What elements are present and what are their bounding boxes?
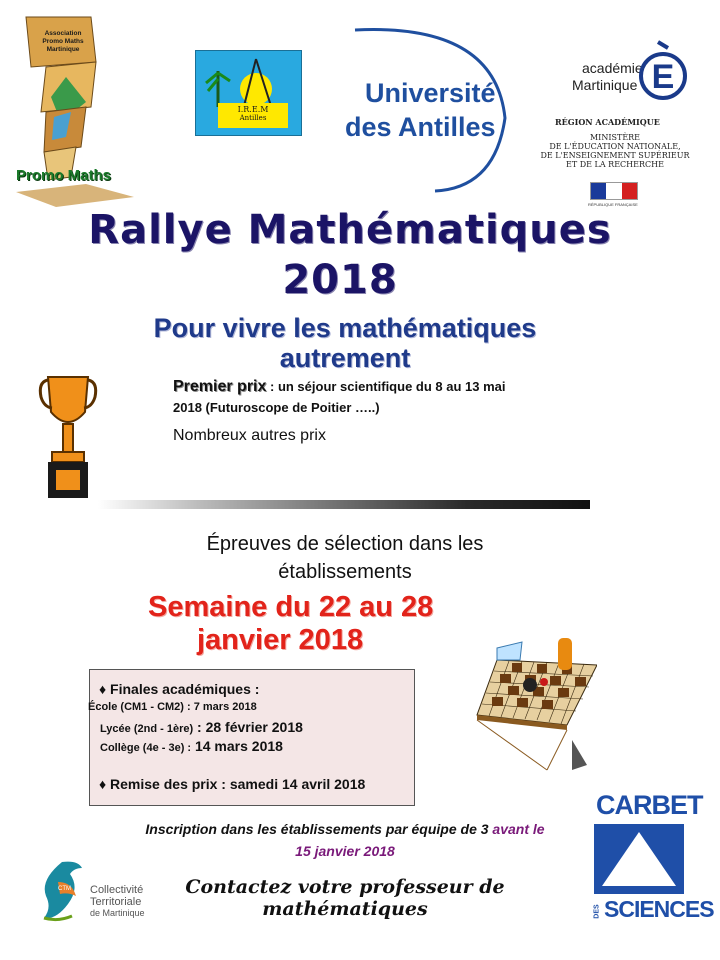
carbet-top: CARBET: [596, 790, 703, 820]
selection-line2: établissements: [278, 561, 412, 583]
collectivite-line2: Territoriale: [90, 896, 142, 908]
first-prize-text2: 2018 (Futuroscope de Poitier …..): [173, 400, 380, 415]
finals-ecole: École (CM1 - CM2) : 7 mars 2018: [88, 701, 257, 713]
title-line2: 2018: [282, 257, 398, 303]
svg-text:E: E: [651, 58, 675, 96]
finals-college: [100, 738, 283, 756]
ministere-line: DE L'ÉDUCATION NATIONALE,: [549, 142, 681, 151]
inscription-line1: [0, 821, 690, 837]
ministere-line: MINISTÈRE: [589, 133, 641, 142]
promo-maths-association: Association Promo Maths Martinique: [42, 30, 84, 53]
selection-line1: Épreuves de sélection dans les: [206, 533, 484, 555]
academie-e-icon: [638, 38, 688, 108]
flag-red: [622, 183, 637, 199]
lycee-label: Lycée (2nd - 1ère): [100, 723, 194, 735]
collectivite-line1: Collectivité: [90, 884, 144, 896]
carbet-sciences-logo: [593, 790, 714, 930]
promo-maths-logo: [16, 12, 138, 207]
lycee-date: : 28 février 2018: [193, 719, 303, 735]
subtitle-line1: Pour vivre les mathématiques: [153, 313, 537, 343]
academie-line1: académie: [582, 60, 643, 76]
contact-line1: Contactez votre professeur de: [185, 876, 505, 898]
academie-line2: Martinique: [572, 77, 638, 93]
contact-line2: mathématiques: [262, 898, 428, 920]
inscription-text: Inscription dans les établissements par équipe de 3: [145, 821, 493, 837]
collectivite-line3: de Martinique: [90, 908, 145, 918]
separator-bar: [98, 500, 590, 509]
ministere-line: ET DE LA RECHERCHE: [566, 160, 664, 169]
prize-block: [173, 378, 593, 445]
ministere-line: DE L'ENSEIGNEMENT SUPÉRIEUR: [540, 151, 690, 160]
week-line2: janvier 2018: [197, 624, 364, 656]
carbet-bottom: SCIENCES: [604, 896, 714, 922]
finals-box: [89, 669, 415, 806]
flag-blue: [591, 183, 606, 199]
irem-title: I.R.E.M: [237, 105, 269, 114]
republique-flag: [590, 182, 638, 200]
irem-subtitle: Antilles: [239, 114, 267, 122]
inscription-date: 15 janvier 2018: [295, 843, 395, 859]
carbet-small: DES: [593, 904, 601, 919]
chessboard-image: [472, 630, 597, 780]
week-line1: Semaine du 22 au 28: [148, 591, 434, 623]
republique-label: RÉPUBLIQUE FRANÇAISE: [588, 202, 638, 207]
college-date: 14 mars 2018: [191, 738, 283, 754]
academie-region: RÉGION ACADÉMIQUE: [555, 117, 660, 127]
inscription-highlight: avant le: [492, 821, 545, 837]
promo-maths-label: Promo Maths: [16, 167, 112, 184]
universite-antilles-logo: [345, 28, 520, 193]
universite-line1: Université: [365, 78, 496, 108]
finals-heading: ♦ Finales académiques :: [99, 681, 260, 697]
academie-ministere: [530, 133, 700, 169]
finals-remise: ♦ Remise des prix : samedi 14 avril 2018: [99, 776, 366, 792]
universite-arc-icon: [345, 28, 520, 193]
academie-martinique-logo: [530, 30, 700, 215]
other-prizes: Nombreux autres prix: [173, 427, 326, 444]
subtitle-line2: autrement: [279, 343, 411, 373]
first-prize-label: Premier prix: [173, 378, 267, 395]
trophy-icon: [38, 372, 98, 502]
title-line1: Rallye Mathématiques: [88, 207, 612, 253]
carbet-triangle-icon: [594, 824, 684, 894]
collectivite-small: CTM: [58, 886, 71, 892]
first-prize-line: [173, 378, 593, 396]
first-prize-text: : un séjour scientifique du 8 au 13 mai: [266, 379, 506, 394]
college-label: Collège (4e - 3e) :: [100, 742, 192, 754]
irem-label-box: [218, 103, 288, 128]
irem-logo: [195, 50, 302, 136]
finals-lycee: [100, 719, 303, 737]
universite-line2: des Antilles: [345, 112, 496, 142]
